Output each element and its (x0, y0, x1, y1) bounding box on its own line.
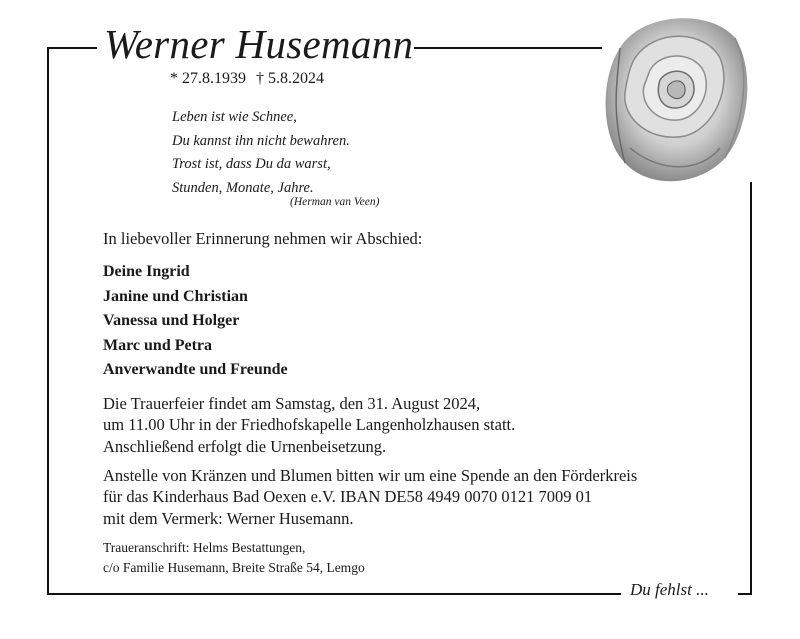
family-member: Anverwandte und Freunde (103, 361, 288, 378)
address-line: c/o Familie Husemann, Breite Straße 54, Lemgo (103, 559, 365, 575)
poem-line: Du kannst ihn nicht bewahren. (172, 132, 350, 149)
family-list (103, 260, 288, 383)
frame-top-right-line (414, 47, 602, 49)
frame-right-line (750, 182, 752, 595)
poem (172, 106, 350, 200)
life-dates (170, 70, 324, 88)
mourning-address (103, 538, 365, 577)
birth-date: * 27.8.1939 (170, 70, 246, 87)
funeral-line: um 11.00 Uhr in der Friedhofskapelle Langenholzhausen statt. (103, 415, 516, 435)
frame-top-left-line (47, 47, 97, 49)
frame-left-line (47, 47, 49, 595)
family-member: Vanessa und Holger (103, 312, 240, 329)
donation-line: Anstelle von Kränzen und Blumen bitten wir um eine Spende an den Förderkreis (103, 466, 638, 485)
deceased-name: Werner Husemann (104, 21, 414, 67)
rose-image (600, 8, 748, 188)
funeral-line: Anschließend erfolgt die Urnenbeisetzung. (103, 436, 387, 456)
funeral-info (103, 393, 515, 457)
death-date: † 5.8.2024 (256, 70, 324, 87)
frame-bottom-line (47, 593, 621, 595)
intro-text: In liebevoller Erinnerung nehmen wir Abschied: (103, 229, 423, 248)
poem-author: (Herman van Veen) (290, 196, 380, 208)
poem-line: Stunden, Monate, Jahre. (172, 179, 314, 196)
poem-line: Leben ist wie Schnee, (172, 109, 297, 125)
family-member: Deine Ingrid (103, 263, 190, 280)
closing-phrase: Du fehlst ... (630, 580, 709, 599)
donation-info (103, 465, 637, 529)
poem-line: Trost ist, dass Du da warst, (172, 156, 331, 172)
family-member: Marc und Petra (103, 336, 213, 354)
donation-line: mit dem Vermerk: Werner Husemann. (103, 508, 354, 528)
donation-line: für das Kinderhaus Bad Oexen e.V. IBAN DE58 4949 0070 0121 7009 01 (103, 487, 593, 507)
address-line: Traueranschrift: Helms Bestattungen, (103, 540, 306, 555)
family-member: Janine und Christian (103, 287, 248, 305)
funeral-line: Die Trauerfeier findet am Samstag, den 31. August 2024, (103, 394, 481, 413)
